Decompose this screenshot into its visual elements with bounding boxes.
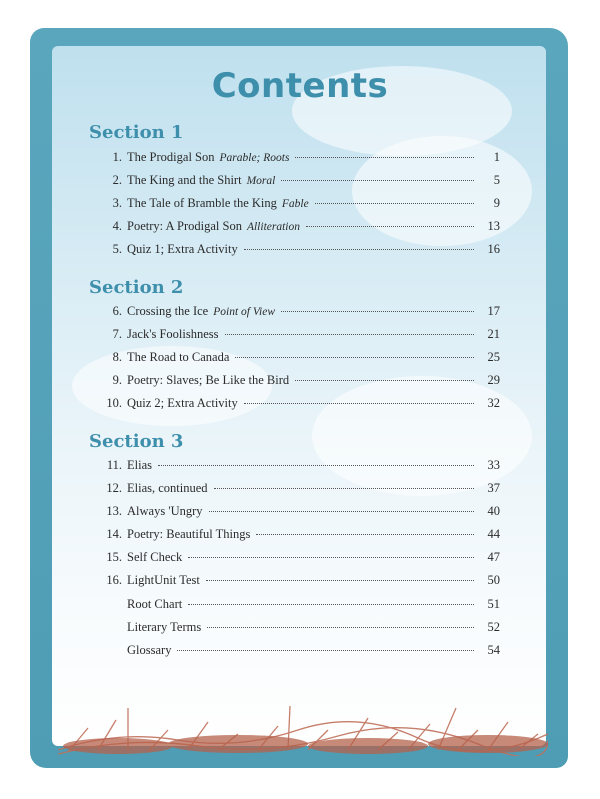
toc-entry[interactable] [100, 481, 500, 504]
entry-subtitle: Point of View [213, 306, 275, 318]
dot-leader [281, 310, 474, 312]
entry-title: Elias, continued [127, 481, 208, 496]
toc-entry[interactable] [100, 458, 500, 481]
section-2-list [100, 304, 500, 419]
entry-title: Root Chart [127, 596, 183, 611]
entry-page: 47 [487, 550, 500, 565]
entry-number: 10. [106, 396, 122, 411]
toc-entry[interactable] [100, 620, 500, 643]
entry-title: LightUnit Test [127, 573, 200, 588]
entry-number: 15. [106, 550, 122, 565]
entry-title: Self Check [127, 550, 183, 565]
entry-page: 16 [487, 242, 500, 257]
entry-page: 40 [487, 504, 500, 519]
dot-leader [295, 156, 474, 158]
entry-number: 4. [112, 219, 122, 234]
entry-number: 13. [106, 504, 122, 519]
toc-entry[interactable] [100, 396, 500, 419]
entry-title: Always 'Ungry [127, 504, 203, 519]
entry-page: 44 [487, 527, 500, 542]
toc-entry[interactable] [100, 219, 500, 242]
dot-leader [281, 179, 474, 181]
entry-page: 32 [487, 396, 500, 411]
toc-entry[interactable] [100, 504, 500, 527]
entry-page: 29 [487, 373, 500, 388]
toc-entry[interactable] [100, 150, 500, 173]
entry-title: Crossing the Ice [127, 304, 209, 318]
toc-entry[interactable] [100, 196, 500, 219]
entry-title: The Road to Canada [127, 350, 230, 365]
entry-page: 1 [493, 150, 500, 164]
dot-leader [225, 333, 475, 335]
entry-title: Elias [127, 458, 152, 472]
page-title: Contents [211, 66, 389, 106]
grass-illustration [58, 700, 548, 756]
toc-entry[interactable] [100, 327, 500, 350]
toc-entry[interactable] [100, 173, 500, 196]
entry-number: 7. [112, 327, 122, 342]
dot-leader [235, 356, 474, 358]
entry-number: 11. [106, 458, 122, 472]
toc-entry[interactable] [100, 597, 500, 620]
entry-title: Quiz 2; Extra Activity [127, 396, 238, 411]
dot-leader [244, 402, 474, 404]
entry-number: 1. [112, 150, 122, 164]
entry-title: Poetry: Slaves; Be Like the Bird [127, 373, 290, 388]
dot-leader [214, 487, 474, 489]
entry-number: 9. [112, 373, 122, 388]
entry-title: Glossary [127, 642, 172, 657]
entry-subtitle: Moral [246, 175, 276, 188]
section-3-list [100, 458, 500, 666]
entry-title: The King and the Shirt [127, 173, 242, 188]
toc-entry[interactable] [100, 304, 500, 327]
entry-title: Poetry: Beautiful Things [127, 527, 251, 542]
section-3-heading: Section 3 [89, 431, 184, 452]
dot-leader [295, 379, 474, 381]
entry-title: The Tale of Bramble the King [127, 196, 277, 211]
dot-leader [177, 649, 474, 651]
entry-page: 17 [487, 304, 500, 318]
entry-page: 25 [487, 350, 500, 365]
entry-page: 50 [487, 573, 500, 588]
entry-subtitle: Parable; Roots [219, 152, 290, 164]
entry-title: Literary Terms [127, 619, 202, 634]
entry-title: Jack's Foolishness [127, 327, 219, 342]
entry-title: The Prodigal Son [127, 150, 215, 164]
entry-title: Poetry: A Prodigal Son [127, 219, 242, 234]
section-1-heading: Section 1 [89, 122, 184, 143]
dot-leader [256, 533, 474, 535]
entry-page: 21 [487, 327, 500, 342]
dot-leader [188, 556, 474, 558]
entry-page: 5 [493, 173, 500, 188]
section-2-heading: Section 2 [89, 277, 184, 298]
entry-number: 2. [112, 173, 122, 188]
toc-entry[interactable] [100, 643, 500, 666]
entry-number: 14. [106, 527, 122, 542]
entry-number: 3. [112, 196, 122, 211]
entry-number: 5. [112, 242, 122, 257]
toc-entry[interactable] [100, 373, 500, 396]
dot-leader [209, 510, 474, 512]
section-1-list [100, 150, 500, 265]
entry-subtitle: Alliteration [246, 221, 300, 234]
entry-page: 13 [487, 219, 500, 234]
dot-leader [244, 248, 474, 250]
entry-page: 37 [487, 481, 500, 496]
entry-number: 12. [106, 481, 122, 496]
entry-page: 52 [487, 619, 500, 634]
entry-title: Quiz 1; Extra Activity [127, 242, 238, 257]
toc-entry[interactable] [100, 573, 500, 596]
toc-entry[interactable] [100, 242, 500, 265]
toc-entry[interactable] [100, 527, 500, 550]
entry-number: 16. [106, 573, 122, 588]
dot-leader [206, 579, 474, 581]
entry-page: 51 [487, 596, 500, 611]
entry-number: 8. [112, 350, 122, 365]
dot-leader [306, 225, 474, 227]
toc-entry[interactable] [100, 550, 500, 573]
dot-leader [158, 464, 474, 466]
entry-page: 33 [487, 458, 500, 472]
dot-leader [207, 626, 474, 628]
entry-page: 54 [487, 642, 500, 657]
entry-number: 6. [112, 304, 122, 318]
dot-leader [188, 603, 474, 605]
dot-leader [315, 202, 474, 204]
entry-subtitle: Fable [281, 198, 309, 211]
toc-entry[interactable] [100, 350, 500, 373]
entry-page: 9 [493, 196, 500, 211]
